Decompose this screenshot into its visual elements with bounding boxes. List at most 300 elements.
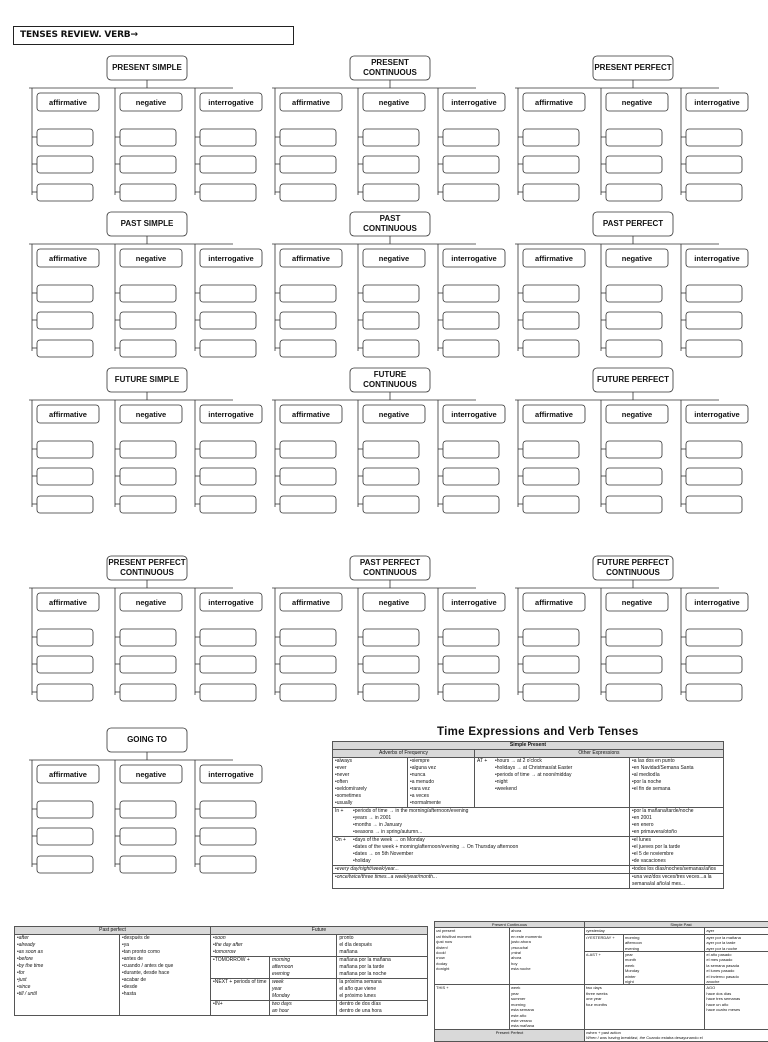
list-item: ayer por la tarde bbox=[706, 940, 768, 945]
tense-diagram-past-perfect-continuous bbox=[272, 556, 505, 701]
tense-title: GOING TO bbox=[127, 735, 167, 744]
at-es-list bbox=[632, 758, 721, 793]
list-item: • ever bbox=[335, 765, 405, 772]
answer-box[interactable] bbox=[120, 441, 176, 458]
column-label-affirmative: affirmative bbox=[535, 410, 573, 419]
list-item: morning bbox=[272, 957, 334, 964]
answer-box[interactable] bbox=[37, 441, 93, 458]
answer-box[interactable] bbox=[523, 629, 579, 646]
list-item: ¡mira! bbox=[511, 950, 583, 955]
yesterday-en-list bbox=[625, 935, 703, 951]
present-continuous-header: Present Continuous bbox=[435, 922, 585, 928]
answer-box[interactable] bbox=[523, 496, 579, 513]
answer-box[interactable] bbox=[443, 468, 499, 485]
answer-box[interactable] bbox=[37, 129, 93, 146]
answer-box[interactable] bbox=[280, 156, 336, 173]
answer-box[interactable] bbox=[606, 629, 662, 646]
in-es-list bbox=[632, 808, 721, 836]
list-item: hace cuatro meses bbox=[706, 1007, 768, 1012]
answer-box[interactable] bbox=[200, 828, 256, 845]
tense-title: FUTURE bbox=[374, 370, 407, 379]
answer-box[interactable] bbox=[606, 312, 662, 329]
answer-box[interactable] bbox=[686, 312, 742, 329]
answer-box[interactable] bbox=[363, 496, 419, 513]
column-label-affirmative: affirmative bbox=[49, 254, 87, 263]
answer-box[interactable] bbox=[200, 496, 256, 513]
tense-title: PRESENT bbox=[371, 58, 409, 67]
answer-box[interactable] bbox=[443, 629, 499, 646]
simple-past-header: Simple Past bbox=[585, 922, 768, 928]
list-item: winter bbox=[625, 974, 703, 979]
tense-title: PRESENT SIMPLE bbox=[112, 63, 182, 72]
answer-box[interactable] bbox=[606, 441, 662, 458]
list-item: • never bbox=[335, 772, 405, 779]
column-label-negative: negative bbox=[622, 410, 652, 419]
list-item: • durante, desde hace bbox=[122, 970, 208, 977]
list-item: evening bbox=[625, 946, 703, 951]
list-item: • periods of time → at noon/midday bbox=[495, 772, 627, 779]
answer-box[interactable] bbox=[120, 129, 176, 146]
answer-box[interactable] bbox=[363, 340, 419, 357]
list-item: • dates → on 5th November bbox=[353, 851, 627, 858]
list-item: hace un año bbox=[706, 1002, 768, 1007]
answer-box[interactable] bbox=[443, 285, 499, 302]
list-item: • al mediodía bbox=[632, 772, 721, 779]
answer-box[interactable] bbox=[120, 656, 176, 673]
list-item: • the day after bbox=[213, 942, 334, 949]
answer-box[interactable] bbox=[523, 441, 579, 458]
list-item: evening bbox=[272, 971, 334, 978]
column-label-affirmative: affirmative bbox=[292, 410, 330, 419]
tense-title: FUTURE SIMPLE bbox=[115, 375, 180, 384]
list-item: • weekend bbox=[495, 786, 627, 793]
list-item: • months → in January bbox=[353, 822, 627, 829]
tomorrow-en-list bbox=[272, 957, 334, 978]
column-label-negative: negative bbox=[379, 410, 409, 419]
column-label-negative: negative bbox=[379, 598, 409, 607]
answer-box[interactable] bbox=[686, 156, 742, 173]
answer-box[interactable] bbox=[686, 285, 742, 302]
column-label-negative: negative bbox=[379, 98, 409, 107]
list-item: • acabar de bbox=[122, 977, 208, 984]
answer-box[interactable] bbox=[280, 629, 336, 646]
list-item: el invierno pasado bbox=[706, 974, 768, 979]
list-item: • de vacaciones bbox=[632, 858, 721, 865]
next-es-list bbox=[339, 979, 425, 1000]
column-label-affirmative: affirmative bbox=[535, 254, 573, 263]
answer-box[interactable] bbox=[200, 285, 256, 302]
answer-box[interactable] bbox=[37, 828, 93, 845]
answer-box[interactable] bbox=[443, 656, 499, 673]
list-item: one year bbox=[586, 996, 703, 1001]
list-item: • since bbox=[17, 984, 117, 991]
column-label-affirmative: affirmative bbox=[535, 598, 573, 607]
answer-box[interactable] bbox=[606, 684, 662, 701]
list-item: • dates of the week + morning/afternoon/evening → On Thursday afternoon bbox=[353, 844, 627, 851]
answer-box[interactable] bbox=[443, 312, 499, 329]
column-label-interrogative: interrogative bbox=[694, 410, 739, 419]
answer-box[interactable] bbox=[443, 684, 499, 701]
answer-box[interactable] bbox=[120, 684, 176, 701]
answer-box[interactable] bbox=[37, 629, 93, 646]
list-item: mañana por la tarde bbox=[339, 964, 425, 971]
list-item: • por la noche bbox=[632, 779, 721, 786]
answer-box[interactable] bbox=[523, 656, 579, 673]
list-item: • often bbox=[335, 779, 405, 786]
in-en-list bbox=[353, 808, 627, 836]
list-item: el año que viene bbox=[339, 986, 425, 993]
answer-box[interactable] bbox=[443, 496, 499, 513]
answer-box[interactable] bbox=[686, 441, 742, 458]
answer-box[interactable] bbox=[523, 468, 579, 485]
list-item: • days of the week → on Monday bbox=[353, 837, 627, 844]
answer-box[interactable] bbox=[120, 340, 176, 357]
in-label: In + bbox=[335, 808, 343, 814]
list-item: • always bbox=[335, 758, 405, 765]
present-continuous-past-table bbox=[434, 921, 768, 1042]
list-item: • usually bbox=[335, 800, 405, 807]
tense-diagram-future-continuous bbox=[272, 368, 505, 513]
answer-box[interactable] bbox=[686, 629, 742, 646]
pc-en-list bbox=[436, 928, 508, 971]
list-item: hace dos días bbox=[706, 991, 768, 996]
answer-box[interactable] bbox=[120, 468, 176, 485]
list-item: • years → in 2001 bbox=[353, 815, 627, 822]
answer-box[interactable] bbox=[200, 684, 256, 701]
answer-box[interactable] bbox=[606, 156, 662, 173]
answer-box[interactable] bbox=[200, 441, 256, 458]
list-item: ayer por la noche bbox=[706, 946, 768, 951]
answer-box[interactable] bbox=[363, 312, 419, 329]
every-en: every day/night/week/year... bbox=[337, 866, 399, 872]
list-item: • listen! bbox=[436, 945, 508, 950]
tense-diagram-present-perfect bbox=[515, 56, 748, 201]
list-item: • el 5 de noviembre bbox=[632, 851, 721, 858]
answer-box[interactable] bbox=[363, 285, 419, 302]
answer-box[interactable] bbox=[120, 285, 176, 302]
answer-box[interactable] bbox=[443, 441, 499, 458]
answer-box[interactable] bbox=[280, 184, 336, 201]
list-item: • for bbox=[17, 970, 117, 977]
list-item: • periods of time → in the morning/afternoon/evening bbox=[353, 808, 627, 815]
answer-box[interactable] bbox=[363, 441, 419, 458]
list-item: • el fin de semana bbox=[632, 786, 721, 793]
column-label-interrogative: interrogative bbox=[451, 254, 496, 263]
answer-box[interactable] bbox=[120, 312, 176, 329]
this-en-list bbox=[511, 985, 583, 1007]
answer-box[interactable] bbox=[280, 468, 336, 485]
list-item: dentro de dos días bbox=[339, 1001, 425, 1008]
answer-box[interactable] bbox=[120, 156, 176, 173]
answer-box[interactable] bbox=[200, 468, 256, 485]
list-item: • at this/that moment bbox=[436, 934, 508, 939]
list-item: • tomorrow bbox=[213, 949, 334, 956]
list-item: year bbox=[511, 991, 583, 996]
list-item: two days bbox=[272, 1001, 334, 1008]
tense-title: CONTINUOUS bbox=[363, 568, 417, 577]
other-expressions-header: Other Expressions bbox=[475, 750, 724, 758]
answer-box[interactable] bbox=[200, 856, 256, 873]
answer-box[interactable] bbox=[37, 312, 93, 329]
on-es-list bbox=[632, 837, 721, 865]
answer-box[interactable] bbox=[37, 684, 93, 701]
list-item: four months bbox=[586, 1002, 703, 1007]
list-item: • already bbox=[17, 942, 117, 949]
column-label-affirmative: affirmative bbox=[49, 98, 87, 107]
answer-box[interactable] bbox=[363, 629, 419, 646]
tense-title: PRESENT PERFECT bbox=[108, 558, 185, 567]
list-item: • by the time bbox=[17, 963, 117, 970]
this-es-list bbox=[511, 1007, 583, 1029]
list-item: • ya bbox=[122, 942, 208, 949]
answer-box[interactable] bbox=[37, 656, 93, 673]
answer-box[interactable] bbox=[363, 684, 419, 701]
answer-box[interactable] bbox=[280, 129, 336, 146]
answer-box[interactable] bbox=[606, 285, 662, 302]
list-item: an hour bbox=[272, 1008, 334, 1015]
answer-box[interactable] bbox=[606, 129, 662, 146]
next-en-list bbox=[272, 979, 334, 1000]
list-item: • just bbox=[17, 977, 117, 984]
answer-box[interactable] bbox=[686, 684, 742, 701]
answer-box[interactable] bbox=[606, 184, 662, 201]
list-item: dentro de una hora bbox=[339, 1008, 425, 1015]
answer-box[interactable] bbox=[280, 312, 336, 329]
pp-en-list bbox=[17, 935, 117, 998]
list-item: • soon bbox=[213, 935, 334, 942]
last-es-list bbox=[706, 952, 768, 984]
answer-box[interactable] bbox=[37, 184, 93, 201]
column-label-negative: negative bbox=[136, 98, 166, 107]
answer-box[interactable] bbox=[363, 184, 419, 201]
column-label-negative: negative bbox=[136, 598, 166, 607]
answer-box[interactable] bbox=[280, 441, 336, 458]
answer-box[interactable] bbox=[686, 656, 742, 673]
answer-box[interactable] bbox=[523, 340, 579, 357]
answer-box[interactable] bbox=[280, 684, 336, 701]
column-label-negative: negative bbox=[136, 770, 166, 779]
answer-box[interactable] bbox=[606, 340, 662, 357]
answer-box[interactable] bbox=[200, 801, 256, 818]
answer-box[interactable] bbox=[443, 340, 499, 357]
tense-diagram-future-perfect-continuous bbox=[515, 556, 748, 701]
list-item: el próximo lunes bbox=[339, 993, 425, 1000]
tense-title: CONTINUOUS bbox=[363, 224, 417, 233]
answer-box[interactable] bbox=[280, 656, 336, 673]
ago-es-list bbox=[706, 991, 768, 1013]
answer-box[interactable] bbox=[686, 340, 742, 357]
column-label-affirmative: affirmative bbox=[292, 254, 330, 263]
list-item: • till / until bbox=[17, 991, 117, 998]
list-item: este año bbox=[511, 1013, 583, 1018]
list-item: este verano bbox=[511, 1018, 583, 1023]
answer-box[interactable] bbox=[200, 184, 256, 201]
list-item: summer bbox=[511, 996, 583, 1001]
list-item: afternoon bbox=[272, 964, 334, 971]
answer-box[interactable] bbox=[523, 184, 579, 201]
ago-en-list bbox=[586, 985, 703, 1007]
answer-box[interactable] bbox=[606, 496, 662, 513]
answer-box[interactable] bbox=[37, 285, 93, 302]
list-item: pronto bbox=[339, 935, 425, 942]
list-item: morning bbox=[625, 935, 703, 940]
answer-box[interactable] bbox=[200, 656, 256, 673]
list-item: • a menudo bbox=[410, 779, 472, 786]
answer-box[interactable] bbox=[37, 468, 93, 485]
list-item: • nunca bbox=[410, 772, 472, 779]
answer-box[interactable] bbox=[280, 340, 336, 357]
answer-box[interactable] bbox=[37, 496, 93, 513]
on-label: On + bbox=[335, 837, 346, 843]
list-item: la próxima semana bbox=[339, 979, 425, 986]
answer-box[interactable] bbox=[523, 129, 579, 146]
answer-box[interactable] bbox=[523, 312, 579, 329]
answer-box[interactable] bbox=[523, 684, 579, 701]
ps-a-en-list bbox=[586, 928, 703, 933]
ago-label: AGO bbox=[706, 985, 715, 990]
list-item: week bbox=[511, 985, 583, 990]
column-label-negative: negative bbox=[379, 254, 409, 263]
column-label-interrogative: interrogative bbox=[694, 598, 739, 607]
list-item: • normalmente bbox=[410, 800, 472, 807]
tense-title: CONTINUOUS bbox=[363, 380, 417, 389]
list-item: two days bbox=[586, 985, 703, 990]
column-label-interrogative: interrogative bbox=[451, 598, 496, 607]
list-item: ¡escucha! bbox=[511, 945, 583, 950]
once-en: once/twice/three times...a week/year/month... bbox=[337, 874, 437, 880]
answer-box[interactable] bbox=[120, 496, 176, 513]
answer-box[interactable] bbox=[37, 856, 93, 873]
list-item: mañana por la noche bbox=[339, 971, 425, 978]
answer-box[interactable] bbox=[686, 496, 742, 513]
column-label-interrogative: interrogative bbox=[208, 770, 253, 779]
tense-title: PRESENT PERFECT bbox=[594, 63, 671, 72]
answer-box[interactable] bbox=[443, 129, 499, 146]
list-item: • a veces bbox=[410, 793, 472, 800]
answer-box[interactable] bbox=[606, 468, 662, 485]
answer-box[interactable] bbox=[200, 156, 256, 173]
answer-box[interactable] bbox=[280, 285, 336, 302]
list-item: • after bbox=[17, 935, 117, 942]
list-item: • holidays → at Christmas/at Easter bbox=[495, 765, 627, 772]
list-item: • before bbox=[17, 956, 117, 963]
list-item: • seldom/rarely bbox=[335, 786, 405, 793]
list-item: • después de bbox=[122, 935, 208, 942]
answer-box[interactable] bbox=[363, 129, 419, 146]
tense-title: FUTURE PERFECT bbox=[597, 375, 669, 384]
answer-box[interactable] bbox=[200, 340, 256, 357]
list-item: esta mañana bbox=[511, 1023, 583, 1028]
tense-diagram-present-perfect-continuous bbox=[29, 556, 262, 701]
when-example: When I was having breakfast, the bbox=[586, 1035, 645, 1040]
answer-box[interactable] bbox=[363, 656, 419, 673]
answer-box[interactable] bbox=[37, 156, 93, 173]
column-label-affirmative: affirmative bbox=[49, 598, 87, 607]
column-label-interrogative: interrogative bbox=[451, 98, 496, 107]
list-item: • antes de bbox=[122, 956, 208, 963]
list-item: mañana bbox=[339, 949, 425, 956]
column-label-interrogative: interrogative bbox=[694, 254, 739, 263]
answer-box[interactable] bbox=[120, 184, 176, 201]
list-item: • look! bbox=[436, 950, 508, 955]
answer-box[interactable] bbox=[443, 184, 499, 201]
list-item: el año pasado bbox=[706, 952, 768, 957]
column-label-negative: negative bbox=[622, 254, 652, 263]
answer-box[interactable] bbox=[686, 468, 742, 485]
list-item: anoche bbox=[706, 979, 768, 984]
answer-box[interactable] bbox=[443, 156, 499, 173]
list-item: • holiday bbox=[353, 858, 627, 865]
tense-title: CONTINUOUS bbox=[606, 568, 660, 577]
answer-box[interactable] bbox=[120, 856, 176, 873]
list-item: year bbox=[625, 952, 703, 957]
list-item: • en Navidad/Semana Santa bbox=[632, 765, 721, 772]
column-label-affirmative: affirmative bbox=[535, 98, 573, 107]
list-item: el lunes pasado bbox=[706, 968, 768, 973]
last-en-list bbox=[625, 952, 703, 984]
tense-diagram-going-to bbox=[29, 728, 262, 873]
this-label: THIS + bbox=[436, 985, 449, 990]
answer-box[interactable] bbox=[37, 340, 93, 357]
answer-box[interactable] bbox=[686, 129, 742, 146]
time-expressions-title: Time Expressions and Verb Tenses bbox=[437, 726, 639, 738]
list-item: month bbox=[625, 957, 703, 962]
list-item: Monday bbox=[625, 968, 703, 973]
list-item: hace tres semanas bbox=[706, 996, 768, 1001]
answer-box[interactable] bbox=[523, 285, 579, 302]
answer-box[interactable] bbox=[37, 801, 93, 818]
list-item: • sometimes bbox=[335, 793, 405, 800]
column-label-interrogative: interrogative bbox=[694, 98, 739, 107]
column-label-negative: negative bbox=[622, 598, 652, 607]
answer-box[interactable] bbox=[606, 656, 662, 673]
answer-box[interactable] bbox=[120, 828, 176, 845]
answer-box[interactable] bbox=[200, 129, 256, 146]
answer-box[interactable] bbox=[686, 184, 742, 201]
answer-box[interactable] bbox=[363, 156, 419, 173]
tense-title: PAST SIMPLE bbox=[121, 219, 174, 228]
list-item: • el jueves por la tarde bbox=[632, 844, 721, 851]
tense-title: CONTINUOUS bbox=[120, 568, 174, 577]
when-es: Cuando estaba desayunando el bbox=[646, 1035, 703, 1040]
ps-a-es-list bbox=[706, 928, 768, 933]
answer-box[interactable] bbox=[200, 312, 256, 329]
worksheet-title: TENSES REVIEW. VERB→ bbox=[13, 26, 294, 45]
list-item: ahora bbox=[511, 928, 583, 933]
column-label-affirmative: affirmative bbox=[292, 98, 330, 107]
list-item: • seasons → in spring/autumn... bbox=[353, 829, 627, 836]
in-plus-en-list bbox=[272, 1001, 334, 1015]
answer-box[interactable] bbox=[120, 801, 176, 818]
answer-box[interactable] bbox=[200, 629, 256, 646]
answer-box[interactable] bbox=[363, 468, 419, 485]
list-item: en este momento bbox=[511, 934, 583, 939]
answer-box[interactable] bbox=[280, 496, 336, 513]
pp-es-list bbox=[122, 935, 208, 998]
list-item: • en primavera/otoño bbox=[632, 829, 721, 836]
next-label: NEXT + periods of time bbox=[215, 979, 267, 985]
list-item: • el lunes bbox=[632, 837, 721, 844]
list-item: • por la mañana/tarde/noche bbox=[632, 808, 721, 815]
answer-box[interactable] bbox=[120, 629, 176, 646]
list-item: mañana por la mañana bbox=[339, 957, 425, 964]
at-label: AT + bbox=[477, 758, 487, 764]
answer-box[interactable] bbox=[523, 156, 579, 173]
column-label-negative: negative bbox=[136, 410, 166, 419]
column-label-interrogative: interrogative bbox=[451, 410, 496, 419]
tense-diagram-present-continuous bbox=[272, 56, 505, 201]
list-item: ahora bbox=[511, 955, 583, 960]
